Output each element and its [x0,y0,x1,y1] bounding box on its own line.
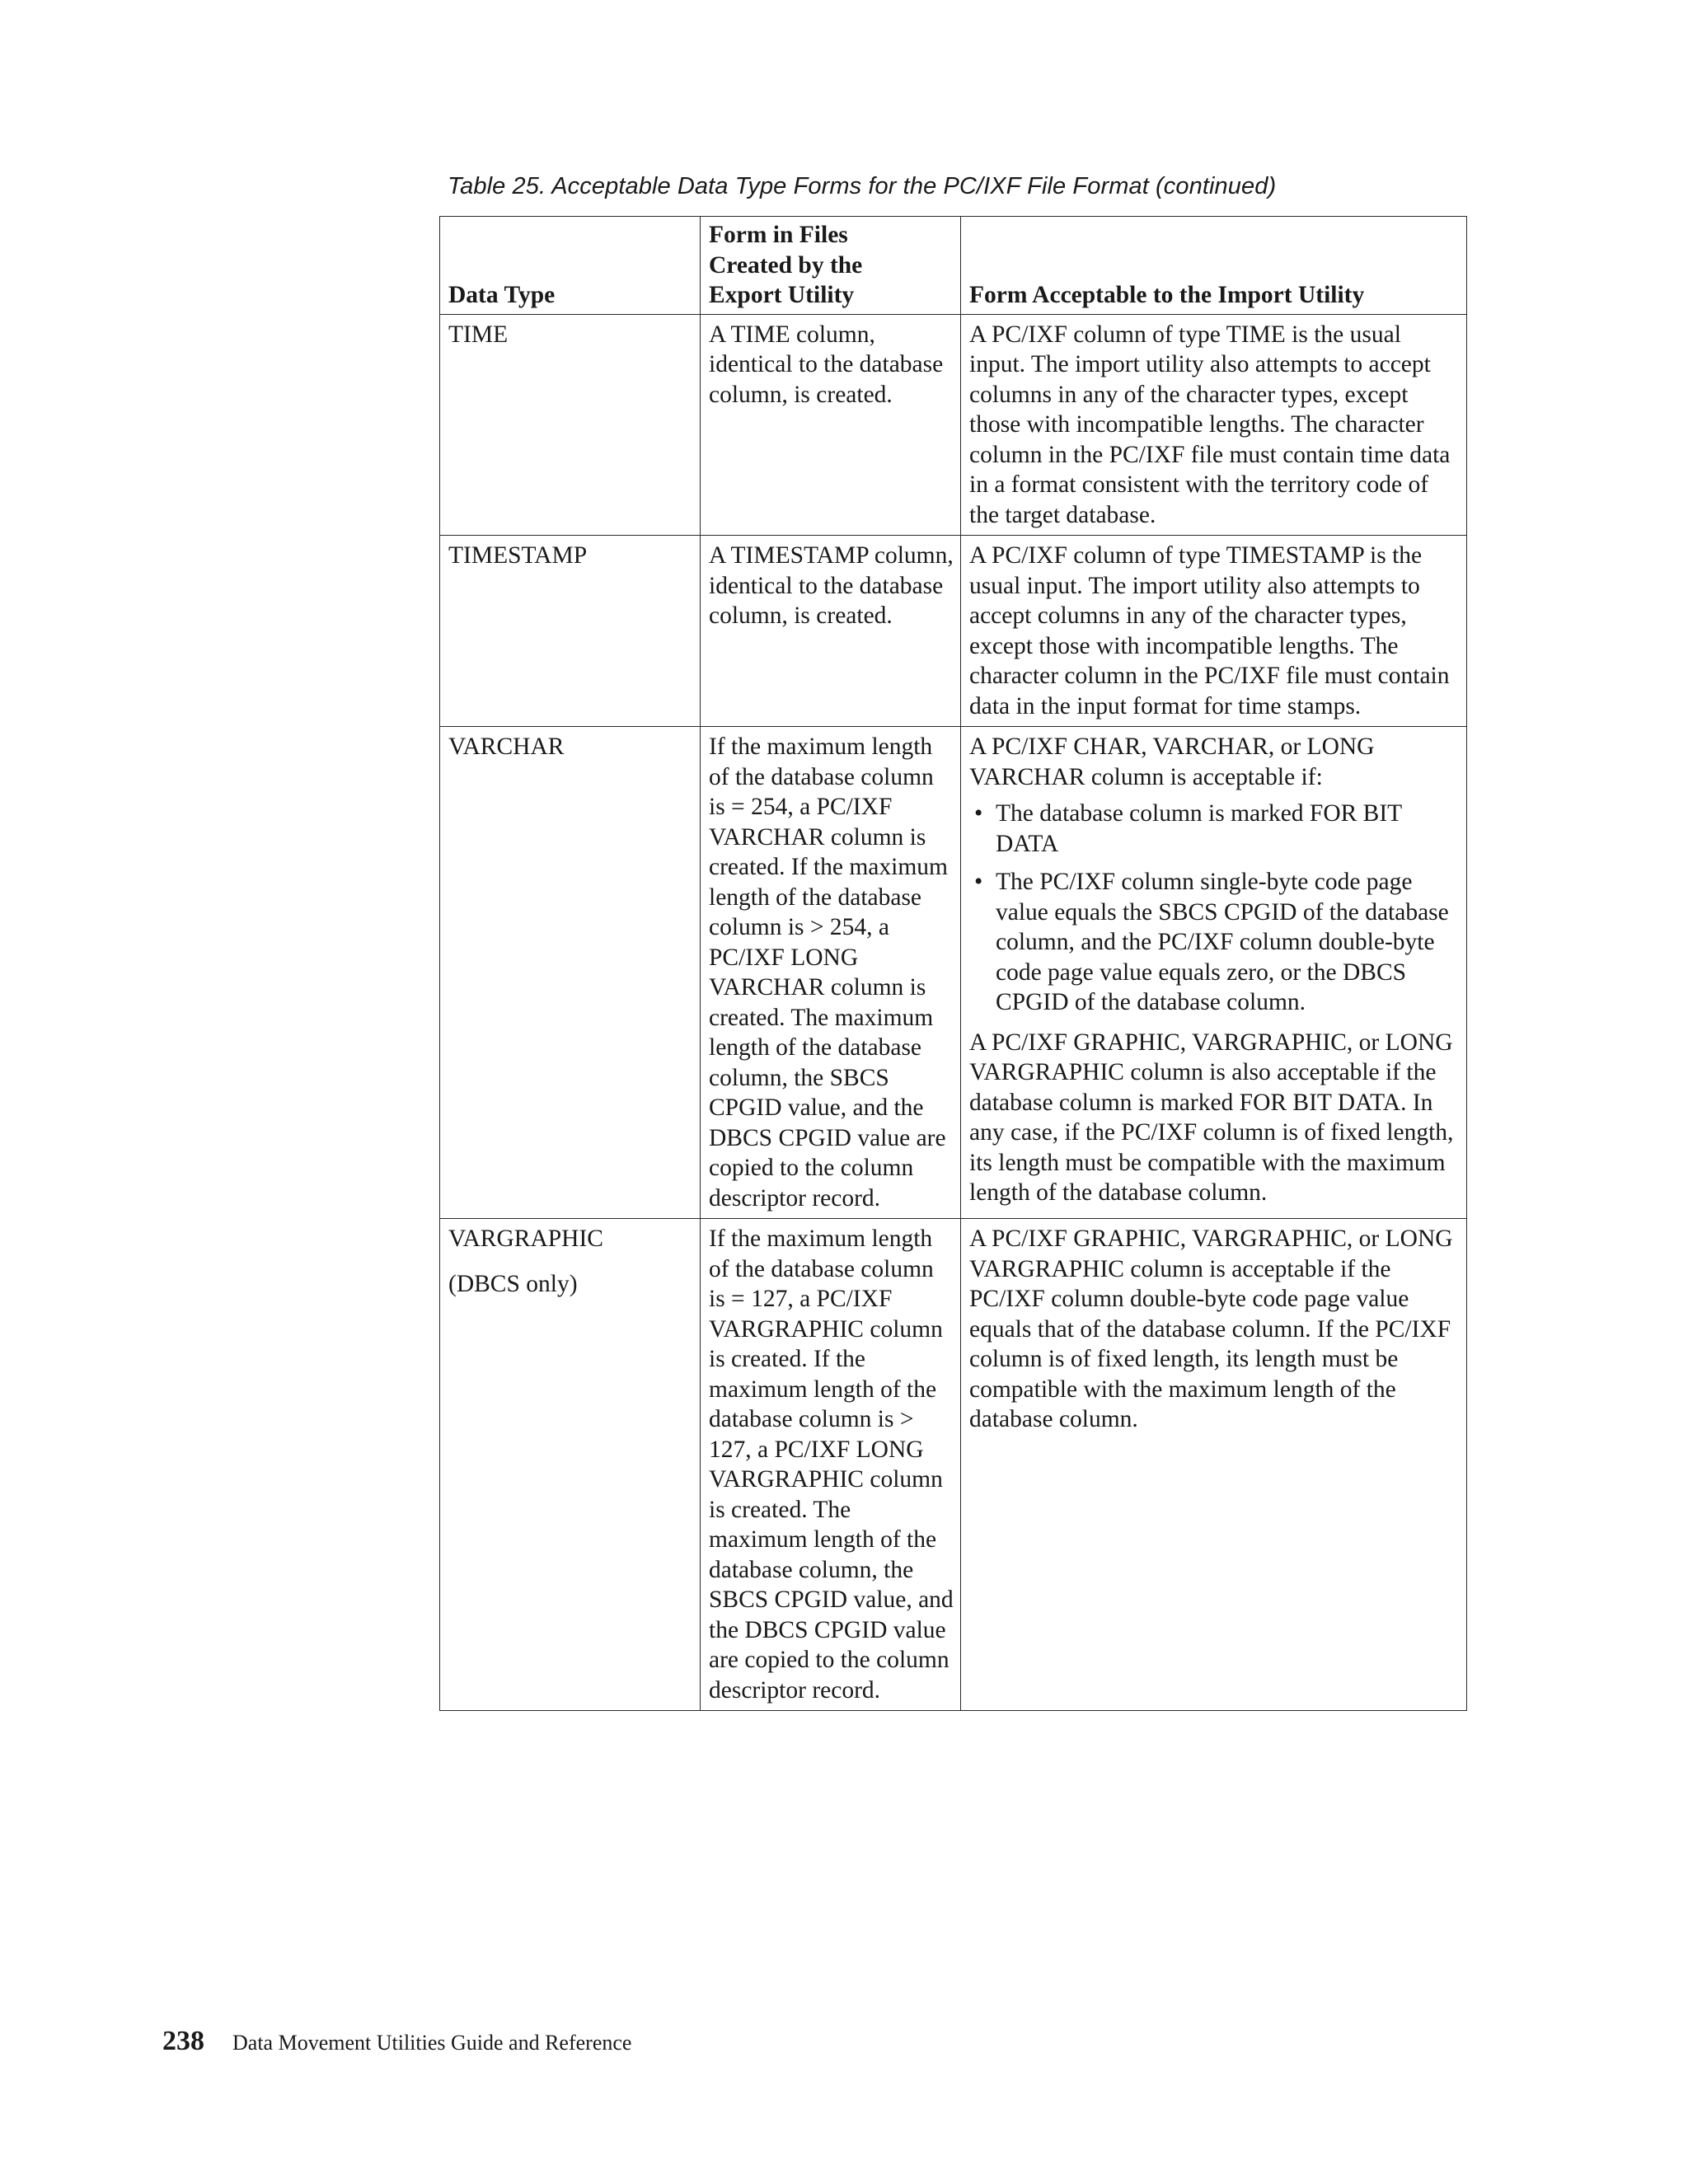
page-number: 238 [162,2026,204,2056]
data-type-text: TIMESTAMP [448,542,588,569]
import-paragraph: A PC/IXF CHAR, VARCHAR, or LONG VARCHAR column is acceptable if: [969,733,1375,790]
data-type-text: (DBCS only) [448,1270,578,1297]
import-paragraph: A PC/IXF GRAPHIC, VARGRAPHIC, or LONG VARGRAPHIC column is acceptable if the PC/IXF column double-byte code page value equals that of the database column. If the PC/IXF column is of fixed length, its length must be compatible with the maximum length of the database column. [969,1226,1453,1432]
cell-import-form [961,727,1467,1219]
page-footer [162,2026,631,2057]
cell-data-type [440,1219,701,1711]
table-caption: Table 25. Acceptable Data Type Forms for the PC/IXF File Format (continued) [448,173,1277,199]
data-type-text: TIME [448,321,509,348]
cell-export-form: A TIME column, identical to the database column, is created. [701,314,961,536]
table-header-row [440,217,1467,315]
import-paragraph: A PC/IXF GRAPHIC, VARGRAPHIC, or LONG VARGRAPHIC column is also acceptable if the database column is marked FOR BIT DATA. In any case, if the PC/IXF column is of fixed length, its length must be compatible with the maximum length of the database column. [969,1029,1454,1206]
table-row [440,727,1467,1219]
header-export-form-line: Form in Files [709,222,848,248]
data-type-text: VARGRAPHIC [448,1226,603,1252]
import-paragraph: A PC/IXF column of type TIME is the usual input. The import utility also attempts to accept columns in any of the character types, except those with incompatible lengths. The character column in the PC/IXF file must contain time data in a format consistent with the territory code of the target database. [969,321,1451,528]
cell-data-type [440,536,701,727]
cell-import-form [961,1219,1467,1711]
import-paragraph: A PC/IXF column of type TIMESTAMP is the usual input. The import utility also attempts to accept columns in any of the character types, except those with incompatible lengths. The character column in the PC/IXF file must contain data in the input format for time stamps. [969,542,1450,719]
cell-import-form [961,536,1467,727]
import-bullet-item: • The database column is marked FOR BIT DATA [969,799,1460,859]
table-body [440,314,1467,1711]
header-data-type: Data Type [440,217,701,315]
import-bullet-item: • The PC/IXF column single-byte code page value equals the SBCS CPGID of the database column, and the PC/IXF column double-byte code page value equals zero, or the DBCS CPGID of the database column. [969,867,1460,1018]
table-row [440,1219,1467,1711]
cell-import-form [961,314,1467,536]
header-import-form: Form Acceptable to the Import Utility [961,217,1467,315]
cell-data-type [440,727,701,1219]
cell-data-type [440,314,701,536]
footer-title: Data Movement Utilities Guide and Reference [232,2031,632,2055]
import-bullet-list [969,799,1460,1018]
data-type-text: VARCHAR [448,733,565,760]
cell-export-form: A TIMESTAMP column, identical to the database column, is created. [701,536,961,727]
table-row [440,536,1467,727]
data-type-table [439,216,1467,1711]
table-row [440,314,1467,536]
cell-export-form: If the maximum length of the database column is = 254, a PC/IXF VARCHAR column is created. If the maximum length of the database column is > 254, a PC/IXF LONG VARCHAR column is created. The maximum length of the database column, the SBCS CPGID value, and the DBCS CPGID value are copied to the column descriptor record. [701,727,961,1219]
cell-export-form: If the maximum length of the database column is = 127, a PC/IXF VARGRAPHIC column is created. If the maximum length of the database column is > 127, a PC/IXF LONG VARGRAPHIC column is created. The maximum length of the database column, the SBCS CPGID value, and the DBCS CPGID value are copied to the column descriptor record. [701,1219,961,1711]
header-export-form-line: Created by the [709,251,863,279]
header-export-form-line: Export Utility [709,282,855,308]
header-export-form [701,217,961,315]
